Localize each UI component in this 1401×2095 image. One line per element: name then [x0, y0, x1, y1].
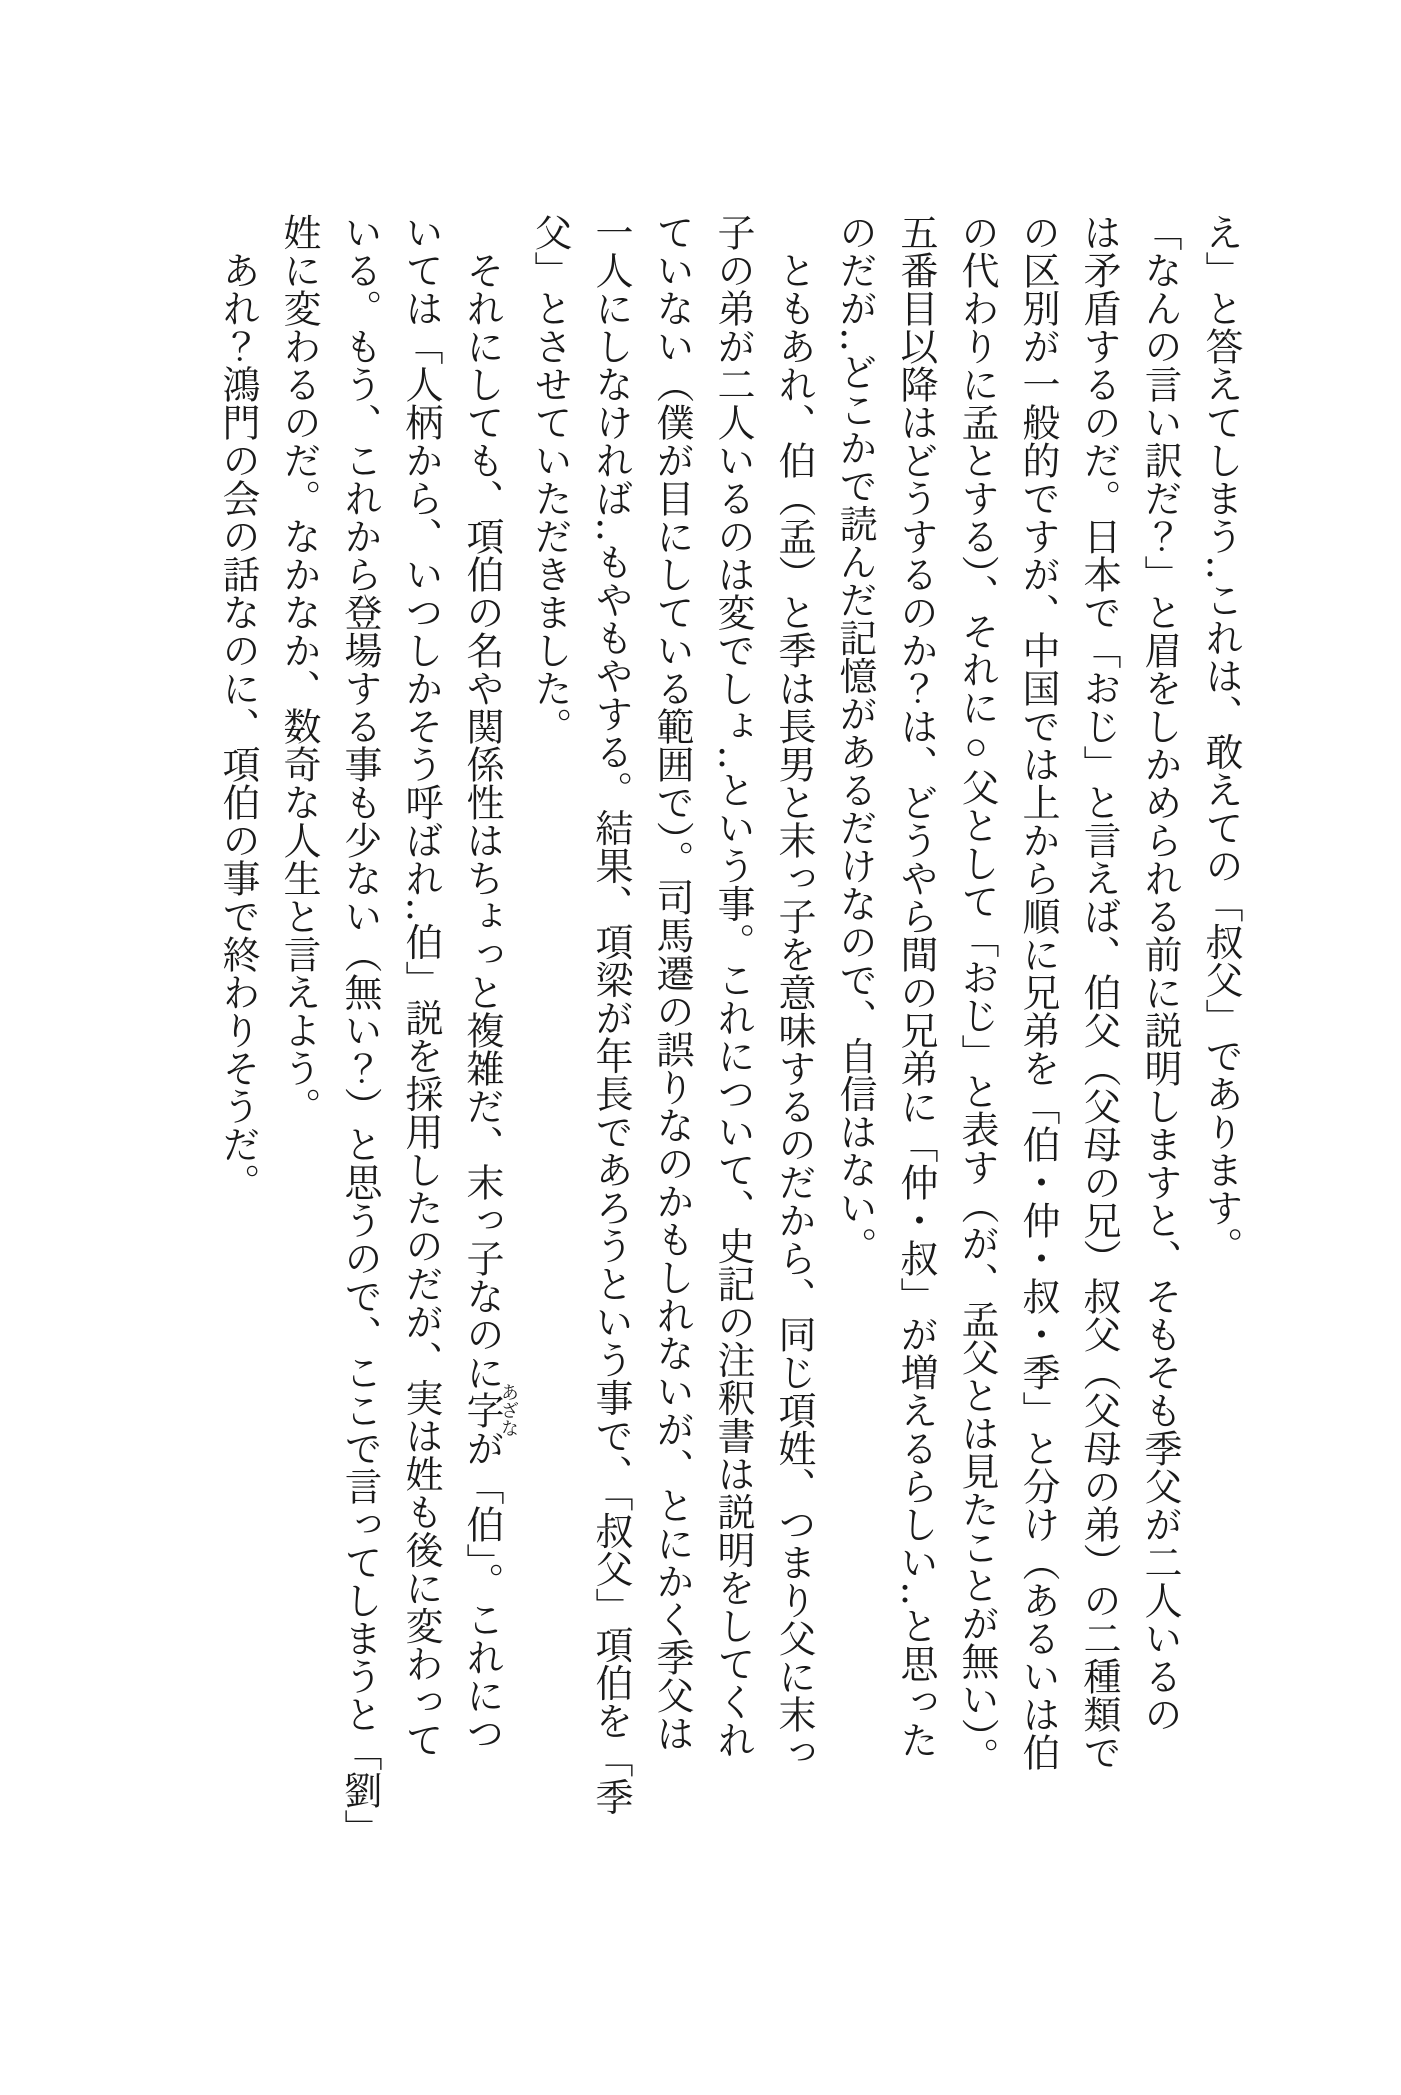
text-run: え」と答えてしまう‥これは、敢えての「叔父」であります。	[1199, 213, 1241, 1265]
text-run: 父」とさせていただきました。	[528, 213, 570, 745]
text-run: いては「人柄から、いつしかそう呼ばれ‥伯」説を採用したのだが、実は姓も後に変わって	[399, 213, 441, 1759]
text-line-4	[1006, 213, 1067, 1873]
text-run: ていない（僕が目にしている範囲で）。司馬遷の誤りなのかもしれないが、とにかく季父は	[650, 213, 692, 1752]
text-line-11	[579, 213, 640, 1873]
text-line-13	[450, 213, 518, 1873]
text-line-9	[701, 213, 762, 1873]
text-run: 姓に変わるのだ。なかなか、数奇な人生と言えよう。	[277, 213, 319, 1125]
text-run: 子の弟が二人いるのは変でしょ‥という事。これについて、史記の注釈書は説明をしてくれ	[711, 213, 753, 1759]
text-run: は矛盾するのだ。日本で「おじ」と言えば、伯父（父母の兄）叔父（父母の弟）の二種類で	[1077, 213, 1119, 1771]
text-line-15	[328, 213, 389, 1873]
text-line-14	[389, 213, 450, 1873]
text-line-5	[945, 213, 1006, 1873]
text-line-10	[640, 213, 701, 1873]
text-run: が「伯」。これにつ	[460, 1429, 502, 1752]
text-run: ともあれ、伯（孟）と季は長男と末っ子を意味するのだから、同じ項姓、つまり父に末っ	[772, 213, 814, 1771]
text-line-17	[206, 213, 267, 1873]
text-run: あれ？鴻門の会の話なのに、項伯の事で終わりそうだ。	[216, 213, 258, 1201]
text-line-2	[1128, 213, 1189, 1873]
text-run: の区別が一般的ですが、中国では上から順に兄弟を「伯・仲・叔・季」と分け（あるいは伯	[1016, 213, 1058, 1771]
text-run: 一人にしなければ‥もやもやする。結果、項梁が年長であろうという事で、「叔父」項伯を「季	[589, 213, 631, 1816]
text-line-1	[1189, 213, 1250, 1873]
furigana-text: あざな	[499, 1383, 519, 1437]
text-line-12	[518, 213, 579, 1873]
text-run: 「なんの言い訳だ？」と眉をしかめられる前に説明しますと、そもそも季父が二人いるの	[1138, 213, 1180, 1733]
text-line-7	[823, 213, 884, 1873]
text-run: それにしても、項伯の名や関係性はちょっと複雑だ、末っ子なのに	[460, 213, 502, 1391]
text-run: のだが‥どこかで読んだ記憶があるだけなので、自信はない。	[833, 213, 875, 1265]
text-run: の代わりに孟とする）、それに○父として「おじ」と表す（が、孟父とは見たことが無い）。	[955, 213, 997, 1775]
text-line-16	[267, 213, 328, 1873]
text-run: 五番目以降はどうするのか？は、どうやら間の兄弟に「仲・叔」が増えるらしい‥と思った	[894, 213, 936, 1759]
text-line-6	[884, 213, 945, 1873]
text-run: いる。もう、これから登場する事も少ない（無い？）と思うので、ここで言ってしまうと「劉」	[338, 213, 380, 1847]
text-line-3	[1067, 213, 1128, 1873]
vertical-text-block	[210, 213, 1250, 1873]
text-line-8	[762, 213, 823, 1873]
ruby-annotated-word: 字あざな	[460, 1383, 519, 1437]
